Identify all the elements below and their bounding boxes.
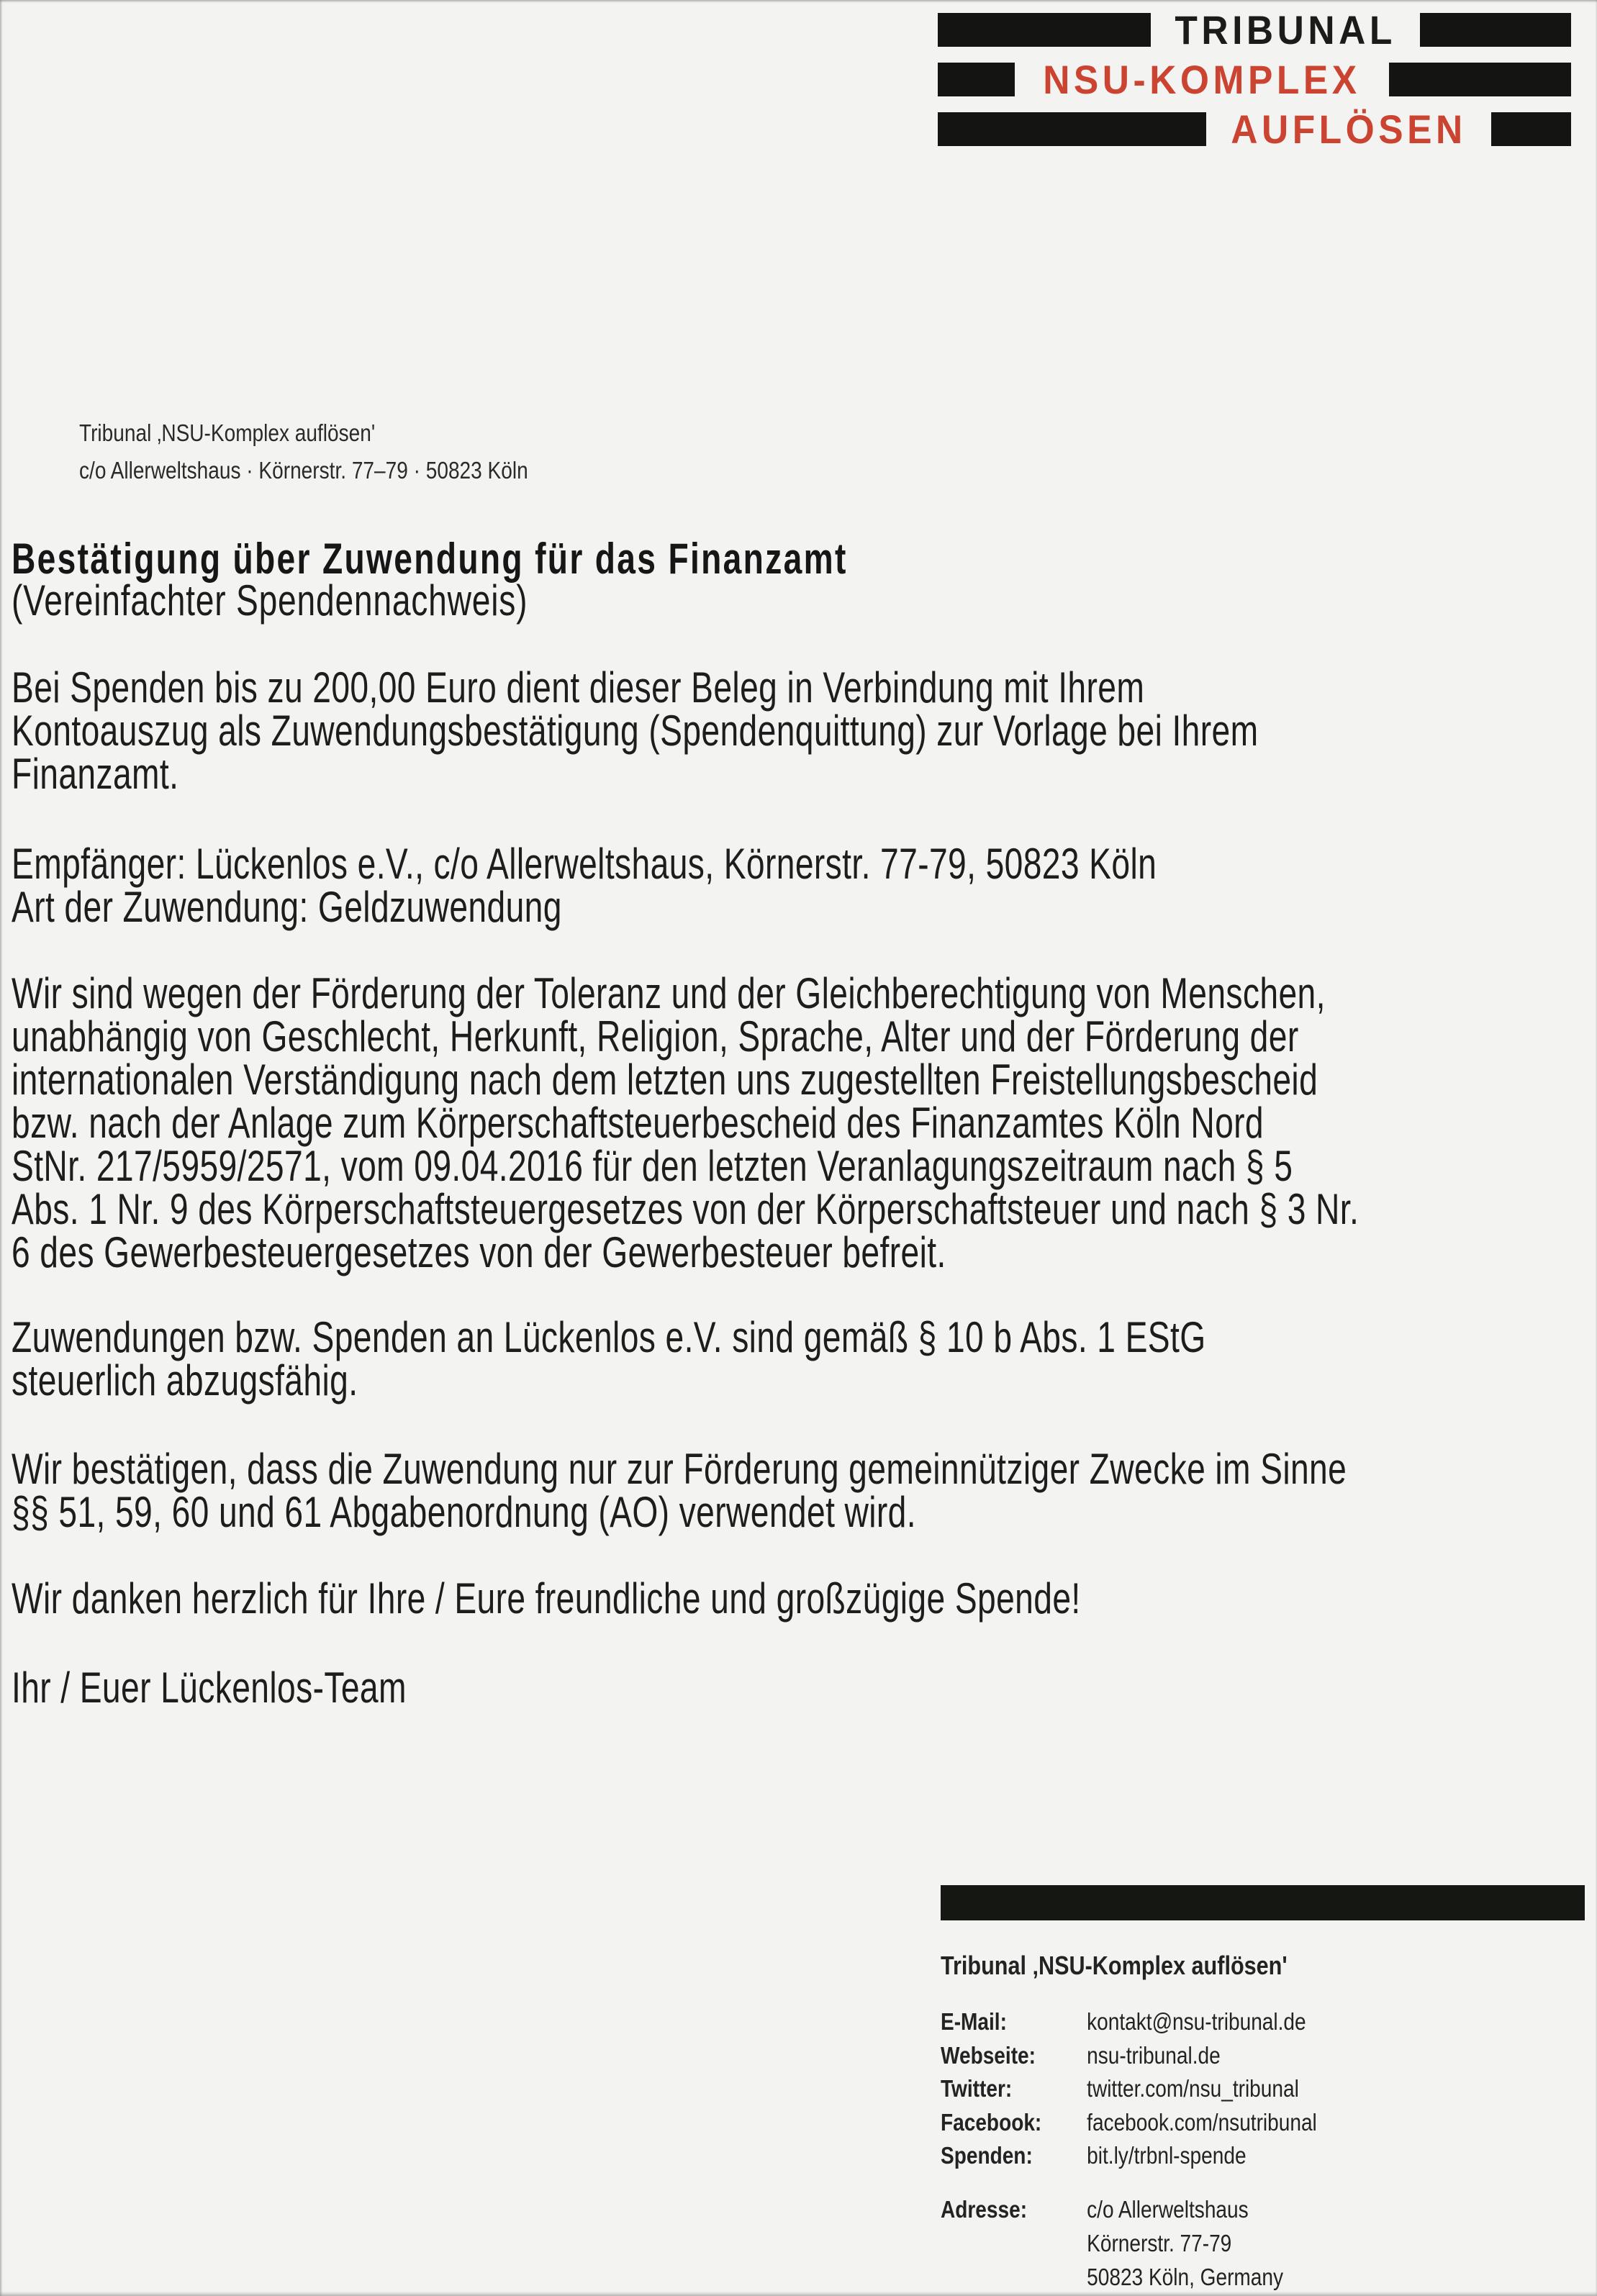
- footer-contact-rows: [941, 2005, 1317, 2173]
- logo-row-3: [938, 106, 1571, 152]
- sender-name: Tribunal ‚NSU-Komplex auflösen': [79, 419, 376, 446]
- paragraph-empfaenger: Empfänger: Lückenlos e.V., c/o Allerweltshaus, Körnerstr. 77-79, 50823 Köln Art der Zuwendung: Geldzuwendung: [12, 840, 1157, 931]
- contact-label: E-Mail:: [941, 2008, 1007, 2035]
- paragraph-beleg-hinweis: Bei Spenden bis zu 200,00 Euro dient dieser Beleg in Verbindung mit Ihrem Kontoauszug als Zuwendungsbestätigung (Spendenquittung) zur Vorlage bei Ihrem Finanzamt.: [12, 663, 1259, 798]
- contact-value-website: nsu-tribunal.de: [1087, 2041, 1221, 2069]
- footer-address: [941, 2192, 1283, 2294]
- address-lines: c/o Allerweltshaus Körnerstr. 77-79 50823 Köln, Germany: [1087, 2196, 1284, 2290]
- contact-value-email: kontakt@nsu-tribunal.de: [1087, 2008, 1306, 2035]
- address-label: Adresse:: [941, 2196, 1028, 2223]
- contact-row-email: [941, 2005, 1317, 2039]
- footer-heading: Tribunal ‚NSU-Komplex auflösen': [941, 1951, 1288, 1980]
- logo-bar-right-2: [1389, 63, 1571, 96]
- logo-word-nsu-komplex: NSU-KOMPLEX: [1043, 57, 1361, 102]
- logo-word-aufloesen: AUFLÖSEN: [1231, 106, 1467, 152]
- contact-value-spenden: bit.ly/trbnl-spende: [1087, 2142, 1247, 2169]
- paragraph-freistellung: Wir sind wegen der Förderung der Toleranz und der Gleichberechtigung von Menschen, unabhängig von Geschlecht, Herkunft, Religion, Sprache, Alter und der Förderung der internationalen Verständigung nach dem letzten uns zugestellten Freistellungsbescheid bzw. nach der Anlage zum Körperschaftsteuerbescheid des Finanzamtes Köln Nord StNr. 217/5959/2571, vom 09.04.2016 für den letzten Veranlagungszeitraum nach § 5 Abs. 1 Nr. 9 des Körperschaftsteuergesetzes von der Körperschaftsteuer und nach § 3 Nr. 6 des Gewerbesteuergesetzes von der Gewerbesteuer befreit.: [12, 969, 1360, 1276]
- paragraph-dank: Wir danken herzlich für Ihre / Eure freundliche und großzügige Spende!: [12, 1574, 1081, 1623]
- contact-row-twitter: [941, 2072, 1317, 2106]
- contact-label: Facebook:: [941, 2108, 1042, 2136]
- footer-divider-bar: [941, 1885, 1585, 1920]
- logo-bar-left-2: [938, 63, 1015, 96]
- contact-label: Spenden:: [941, 2142, 1033, 2169]
- contact-row-website: [941, 2039, 1317, 2073]
- logo-bar-right-3: [1491, 112, 1571, 146]
- paragraph-bestaetigung: Wir bestätigen, dass die Zuwendung nur zur Förderung gemeinnütziger Zwecke im Sinne §§ 51, 59, 60 und 61 Abgabenordnung (AO) verwendet wird.: [12, 1445, 1347, 1536]
- contact-value-facebook: facebook.com/nsutribunal: [1087, 2108, 1317, 2136]
- sender-street-city: c/o Allerweltshaus · Körnerstr. 77–79 · 50823 Köln: [79, 457, 528, 484]
- logo-word-tribunal: TRIBUNAL: [1175, 7, 1396, 53]
- sender-address-block: [79, 414, 528, 489]
- contact-row-facebook: [941, 2106, 1317, 2140]
- letter-subtitle: (Vereinfachter Spendennachweis): [12, 576, 528, 625]
- contact-label: Twitter:: [941, 2075, 1013, 2102]
- paragraph-signatur: Ihr / Euer Lückenlos-Team: [12, 1664, 407, 1712]
- logo-row-1: [938, 7, 1571, 53]
- logo-bar-right-1: [1420, 13, 1571, 47]
- contact-row-spenden: [941, 2139, 1317, 2173]
- logo-bar-left-1: [938, 13, 1151, 47]
- letter-title: Bestätigung über Zuwendung für das Finanzamt: [12, 535, 848, 583]
- logo-tribunal-nsu-komplex: [938, 7, 1571, 152]
- logo-bar-left-3: [938, 112, 1206, 146]
- contact-label: Webseite:: [941, 2041, 1036, 2069]
- logo-row-2: [938, 57, 1571, 102]
- paragraph-abzugsfaehig: Zuwendungen bzw. Spenden an Lückenlos e.V. sind gemäß § 10 b Abs. 1 EStG steuerlich abzugsfähig.: [12, 1313, 1206, 1405]
- contact-value-twitter: twitter.com/nsu_tribunal: [1087, 2075, 1299, 2102]
